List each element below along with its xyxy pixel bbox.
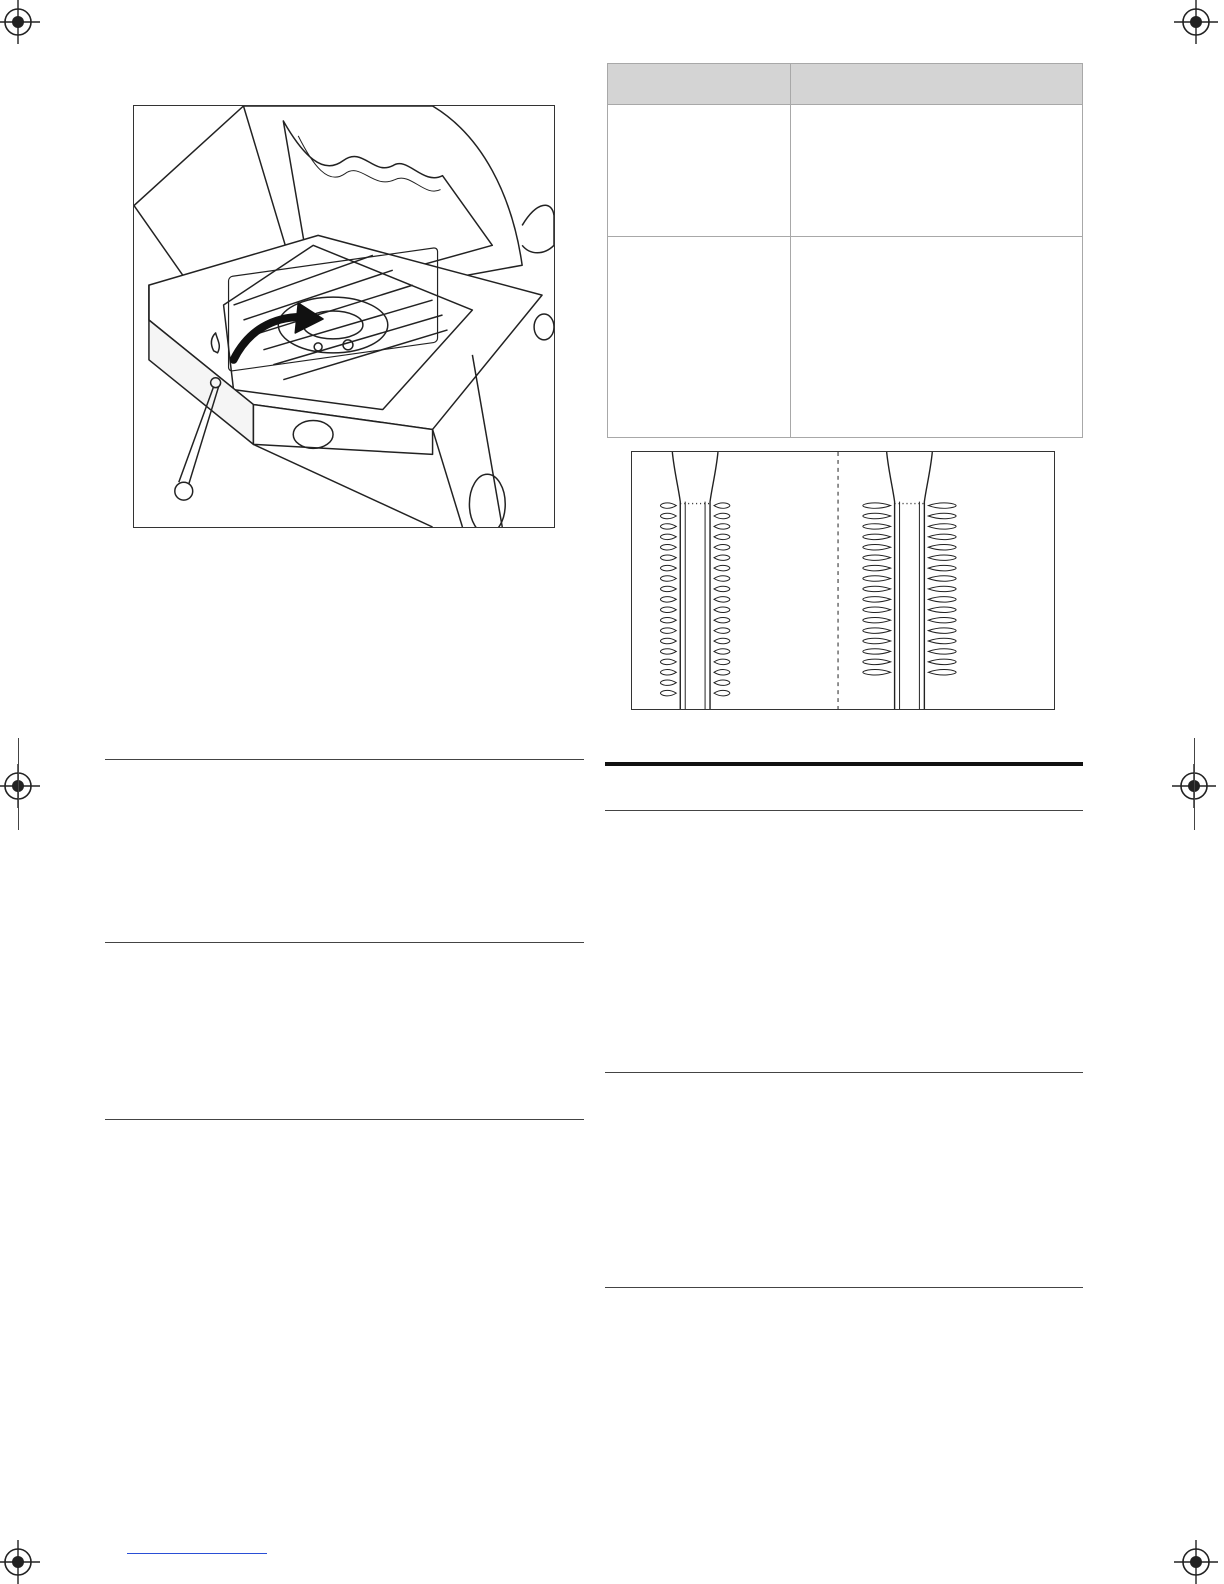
- section-divider: [105, 1119, 584, 1120]
- flame-mark: [714, 586, 730, 591]
- flame-mark: [660, 545, 676, 550]
- flame-mark: [863, 659, 891, 664]
- flame-mark: [660, 597, 676, 602]
- table-row: [608, 236, 1083, 437]
- flame-mark: [928, 576, 956, 581]
- flame-mark: [714, 617, 730, 622]
- flame-mark: [714, 503, 730, 508]
- section-divider: [605, 1287, 1083, 1288]
- flame-mark: [928, 649, 956, 654]
- registration-mark-top-right: [1174, 0, 1218, 44]
- spec-table: [607, 63, 1083, 438]
- flame-mark: [660, 649, 676, 654]
- table-cell: [608, 105, 791, 237]
- flame-mark: [863, 513, 891, 518]
- flame-mark: [660, 670, 676, 675]
- trim-line-right: [1194, 738, 1195, 830]
- table-cell: [608, 236, 791, 437]
- table-cell: [791, 105, 1083, 237]
- flame-mark: [714, 659, 730, 664]
- burner-flame-illustration: [631, 451, 1055, 710]
- table-row: [608, 105, 1083, 237]
- flame-mark: [660, 680, 676, 685]
- section-divider: [605, 1072, 1083, 1073]
- flame-mark: [928, 503, 956, 508]
- flame-mark: [660, 617, 676, 622]
- flame-mark: [660, 503, 676, 508]
- flame-mark: [863, 545, 891, 550]
- flame-mark: [660, 586, 676, 591]
- trim-line-left: [18, 738, 19, 830]
- flame-mark: [928, 524, 956, 529]
- table-header-row: [608, 64, 1083, 105]
- flame-mark: [660, 690, 676, 695]
- flame-mark: [714, 555, 730, 560]
- flame-mark: [928, 659, 956, 664]
- flame-mark: [714, 670, 730, 675]
- flame-mark: [863, 503, 891, 508]
- flame-mark: [714, 680, 730, 685]
- flame-mark: [863, 617, 891, 622]
- section-header-bar: [605, 762, 1083, 766]
- table-header-cell: [608, 64, 791, 105]
- flame-mark: [863, 576, 891, 581]
- flame-mark: [928, 670, 956, 675]
- flame-mark: [714, 576, 730, 581]
- flame-mark: [928, 628, 956, 633]
- flame-mark: [660, 524, 676, 529]
- flame-mark: [660, 638, 676, 643]
- registration-mark-bottom-right: [1174, 1540, 1218, 1584]
- flame-mark: [928, 586, 956, 591]
- footer-link-underline[interactable]: [127, 1553, 267, 1554]
- grill-illustration: [133, 105, 555, 528]
- flame-mark: [660, 576, 676, 581]
- flame-mark: [714, 513, 730, 518]
- registration-mark-bottom-left: [0, 1540, 40, 1584]
- flame-mark: [928, 597, 956, 602]
- flame-mark: [928, 555, 956, 560]
- flame-mark: [863, 638, 891, 643]
- flame-mark: [928, 617, 956, 622]
- table-cell: [791, 236, 1083, 437]
- section-divider: [605, 810, 1083, 811]
- flame-mark: [714, 628, 730, 633]
- flame-mark: [928, 638, 956, 643]
- flame-mark: [660, 607, 676, 612]
- flame-mark: [714, 524, 730, 529]
- registration-mark-top-left: [0, 0, 40, 44]
- flame-mark: [660, 555, 676, 560]
- flame-mark: [714, 534, 730, 539]
- flame-mark: [863, 534, 891, 539]
- flame-mark: [714, 638, 730, 643]
- section-divider: [105, 942, 584, 943]
- flame-mark: [660, 534, 676, 539]
- flame-mark: [863, 524, 891, 529]
- flame-mark: [660, 628, 676, 633]
- flame-mark: [660, 659, 676, 664]
- flame-mark: [714, 649, 730, 654]
- flame-mark: [863, 586, 891, 591]
- flame-mark: [928, 565, 956, 570]
- table-header-cell: [791, 64, 1083, 105]
- flame-mark: [714, 607, 730, 612]
- flame-mark: [714, 597, 730, 602]
- section-divider: [105, 759, 584, 760]
- flame-mark: [863, 555, 891, 560]
- flame-mark: [863, 607, 891, 612]
- flame-mark: [863, 565, 891, 570]
- flame-mark: [660, 513, 676, 518]
- flame-mark: [863, 597, 891, 602]
- flame-mark: [928, 545, 956, 550]
- flame-mark: [714, 690, 730, 695]
- flame-mark: [714, 545, 730, 550]
- flame-mark: [863, 649, 891, 654]
- flame-mark: [863, 670, 891, 675]
- flame-mark: [928, 607, 956, 612]
- flame-mark: [928, 513, 956, 518]
- flame-mark: [714, 565, 730, 570]
- flame-mark: [863, 628, 891, 633]
- flame-mark: [928, 534, 956, 539]
- flame-mark: [660, 565, 676, 570]
- registration-mark-mid-left: [0, 764, 40, 808]
